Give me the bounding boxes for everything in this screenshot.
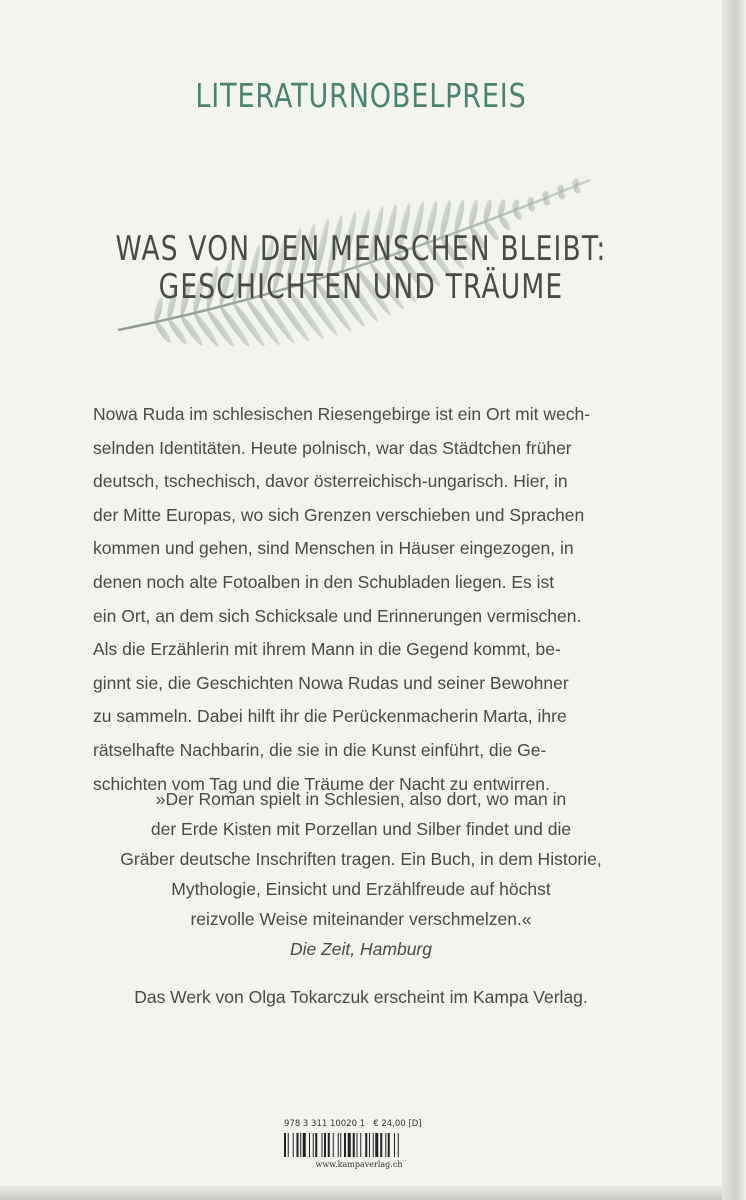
blurb-line: selnden Identitäten. Heute polnisch, war das Städtchen früher	[93, 437, 572, 458]
blurb-line: schichten vom Tag und die Träume der Nacht zu entwirren.	[93, 773, 550, 794]
quote-source: Die Zeit, Hamburg	[290, 939, 432, 959]
header-label: LITERATURNOBELPREIS	[195, 76, 527, 115]
barcode-icon	[284, 1133, 434, 1157]
blurb-line: Als die Erzählerin mit ihrem Mann in die Gegend kommt, be-	[93, 639, 561, 660]
blurb-line: rätselhafte Nachbarin, die sie in die Kunst einführt, die Ge-	[93, 739, 547, 760]
blurb-line: deutsch, tschechisch, davor österreichisch-ungarisch. Hier, in	[93, 471, 568, 492]
headline-line-2: GESCHICHTEN UND TRÄUME	[158, 267, 564, 307]
blurb-text	[93, 398, 605, 801]
isbn-price-line	[284, 1119, 464, 1129]
blurb-line: kommen und gehen, sind Menschen in Häuser eingezogen, in	[93, 538, 574, 559]
publisher-note: Das Werk von Olga Tokarczuk erscheint im Kampa Verlag.	[134, 987, 588, 1007]
blurb-line: denen noch alte Fotoalben in den Schubladen liegen. Es ist	[93, 571, 555, 592]
cover-edge-bottom	[0, 1186, 722, 1200]
quote-line: Gräber deutsche Inschriften tragen. Ein Buch, in dem Historie,	[120, 849, 602, 869]
quote-line: »Der Roman spielt in Schlesien, also dort, wo man in	[155, 789, 567, 809]
quote-line: Mythologie, Einsicht und Erzählfreude auf höchst	[171, 879, 551, 899]
blurb-line: ginnt sie, die Geschichten Nowa Rudas und seiner Bewohner	[93, 672, 569, 693]
cover-edge-right	[722, 0, 746, 1200]
blurb-line: Nowa Ruda im schlesischen Riesengebirge ist ein Ort mit wech-	[93, 404, 591, 424]
publisher-url: www.kampaverlag.ch	[315, 1160, 403, 1169]
quote-line: reizvolle Weise miteinander verschmelzen.«	[190, 909, 532, 929]
headline-line-1: WAS VON DEN MENSCHEN BLEIBT:	[115, 229, 607, 269]
price-label: € 24,00 [D]	[373, 1119, 422, 1129]
quote-line: der Erde Kisten mit Porzellan und Silber findet und die	[150, 819, 572, 839]
blurb-line: ein Ort, an dem sich Schicksale und Erinnerungen vermischen.	[93, 605, 582, 626]
blurb-line: zu sammeln. Dabei hilft ihr die Perückenmacherin Marta, ihre	[93, 706, 567, 727]
blurb-line: der Mitte Europas, wo sich Grenzen verschieben und Sprachen	[93, 504, 585, 525]
review-quote	[60, 784, 662, 964]
isbn-number: 978 3 311 10020 1	[284, 1119, 366, 1129]
